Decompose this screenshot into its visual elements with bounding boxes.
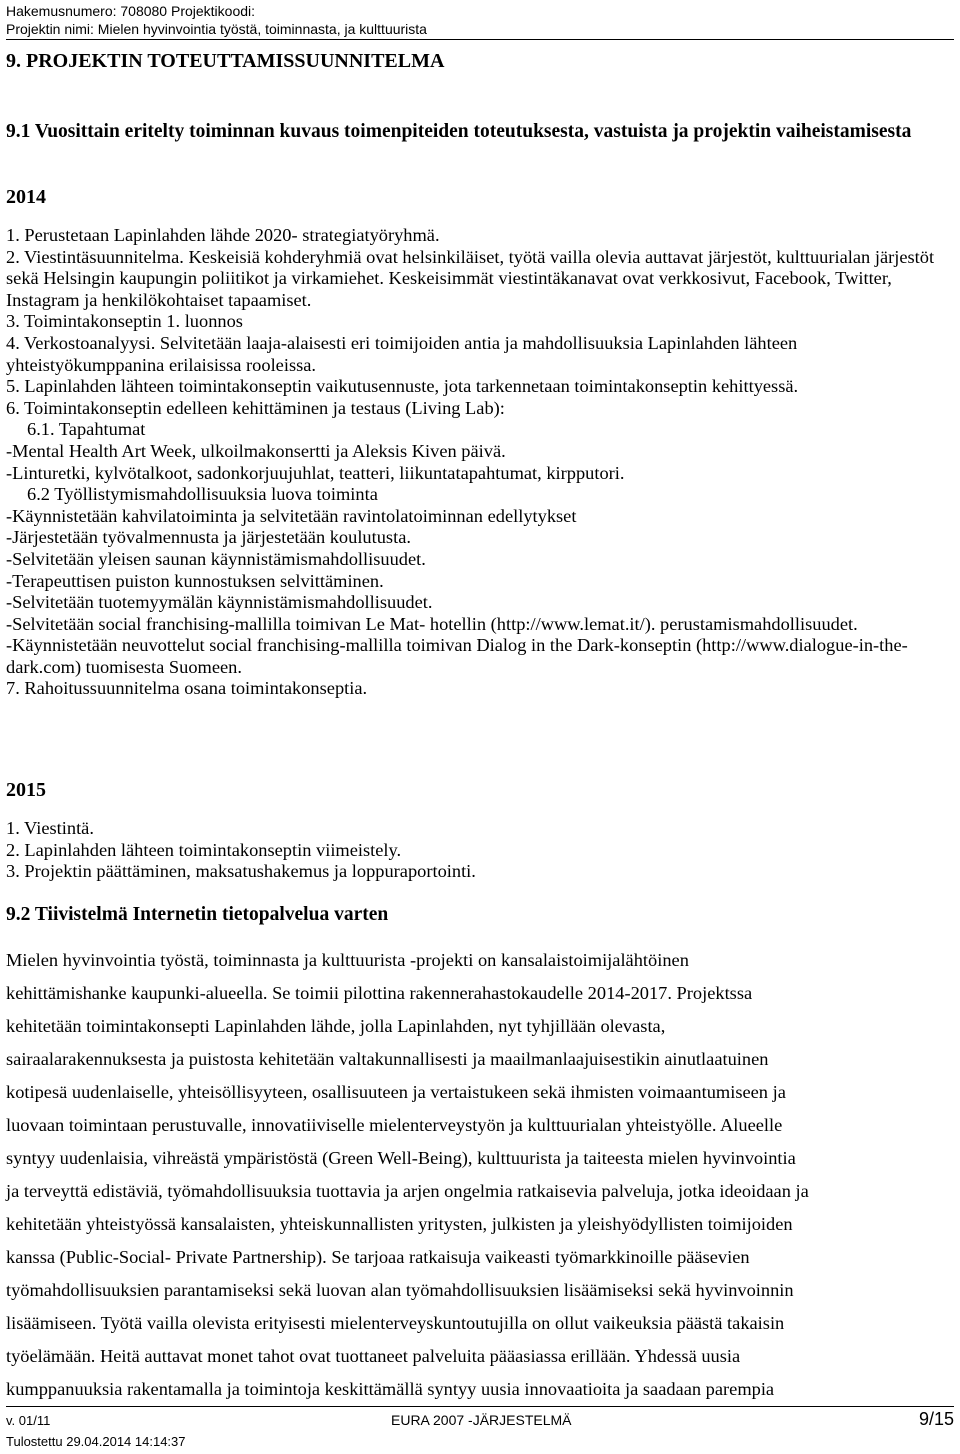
summary-line: työmahdollisuuksien parantamiseksi sekä luovan alan työmahdollisuuksien lisäämiseksi sekä hyvinvoinnin	[6, 1280, 794, 1300]
summary-line: lisäämiseen. Työtä vailla olevista erityisesti mielenterveyskuntoutujilla on ollut vaikeuksia päästä takaisin	[6, 1313, 785, 1333]
list-item: -Käynnistetään kahvilatoiminta ja selvitetään ravintolatoiminnan edellytykset	[6, 505, 577, 526]
list-item: 4. Verkostoanalyysi. Selvitetään laaja-alaisesti eri toimijoiden antia ja mahdollisuuksia Lapinlahden lähteen yhteistyökumppanina erilaisissa rooleissa.	[6, 332, 798, 375]
summary-line: syntyy uudenlaisia, vihreästä ympäristöstä (Green Well-Being), kulttuurista ja taiteesta mielen hyvinvointia	[6, 1148, 796, 1168]
summary-line: luovaan toimintaan perustuvalle, innovatiiviselle mielenterveystyön ja kulttuurialan yhteistyölle. Alueelle	[6, 1115, 783, 1135]
list-item: 2. Lapinlahden lähteen toimintakonseptin viimeistely.	[6, 839, 402, 860]
summary-paragraph	[6, 944, 956, 1406]
list-2014	[6, 225, 954, 700]
page-header	[6, 2, 427, 38]
summary-heading: 9.2 Tiivistelmä Internetin tietopalvelua varten	[6, 904, 389, 925]
list-item: -Käynnistetään neuvottelut social franchising-mallilla toimivan Dialog in the Dark-konseptin (http://www.dialogue-in-the-dark.com) tuomisesta Suomeen.	[6, 635, 908, 677]
page-number: 9/15	[918, 1409, 954, 1429]
list-item: -Selvitetään yleisen saunan käynnistämismahdollisuudet.	[6, 548, 426, 569]
list-item: 5. Lapinlahden lähteen toimintakonseptin vaikutusennuste, jota tarkennetaan toimintakonseptin kehittyessä.	[6, 376, 799, 397]
list-item: 6.1. Tapahtumat	[27, 419, 146, 440]
list-item: 3. Toimintakonseptin 1. luonnos	[6, 311, 243, 332]
application-number: Hakemusnumero: 708080 Projektikoodi:	[6, 3, 256, 19]
list-item: -Terapeuttisen puiston kunnostuksen selvittäminen.	[6, 570, 384, 591]
list-item: -Järjestetään työvalmennusta ja järjestetään koulutusta.	[6, 527, 411, 548]
list-item: 6.2 Työllistymismahdollisuuksia luova toiminta	[27, 484, 378, 505]
summary-line: sairaalarakennuksesta ja puistosta kehitetään valtakunnallisesti ja maailmanlaajuisestikin ainutlaatuinen	[6, 1049, 769, 1069]
list-item: -Mental Health Art Week, ulkoilmakonsertti ja Aleksis Kiven päivä.	[6, 440, 506, 461]
list-item: 6. Toimintakonseptin edelleen kehittäminen ja testaus (Living Lab):	[6, 397, 505, 418]
system-name: EURA 2007 -JÄRJESTELMÄ	[391, 1412, 572, 1428]
header-divider	[6, 39, 954, 40]
year-heading-2015: 2015	[6, 779, 46, 801]
footer-divider	[6, 1406, 954, 1407]
project-name: Projektin nimi: Mielen hyvinvointia työstä, toiminnasta, ja kulttuurista	[6, 21, 427, 37]
list-item: -Linturetki, kylvötalkoot, sadonkorjuujuhlat, teatteri, liikuntatapahtumat, kirpputori.	[6, 462, 625, 483]
list-item: 2. Viestintäsuunnitelma. Keskeisiä kohderyhmiä ovat helsinkiläiset, työtä vailla olevia auttavat järjestöt, kulttuurialan järjestöt sekä Helsingin kaupungin poliitikot ja virkamiehet. Keskeisimmät viestintäkanavat ovat verkkosivut, Facebook, Twitter, Instagram ja henkilökohtaiset tapaamiset.	[6, 246, 935, 310]
list-2015	[6, 818, 476, 883]
summary-line: kumppanuuksia rakentamalla ja toimintoja keskittämällä syntyy uusia innovaatioita ja saadaan parempia	[6, 1379, 775, 1399]
section-heading: 9. PROJEKTIN TOTEUTTAMISSUUNNITELMA	[6, 50, 445, 72]
summary-line: kehitetään toimintakonsepti Lapinlahden lähde, jolla Lapinlahden, nyt tyhjillään olevasta,	[6, 1016, 666, 1036]
summary-line: Mielen hyvinvointia työstä, toiminnasta ja kulttuurista -projekti on kansalaistoimijalähtöinen	[6, 950, 689, 970]
summary-line: kotipesä uudenlaiselle, yhteisöllisyyteen, osallisuuteen ja vertaistukeen sekä ihmisten voimaantumiseen ja	[6, 1082, 786, 1102]
version-label: v. 01/11	[6, 1413, 51, 1428]
year-heading-2014: 2014	[6, 186, 46, 208]
list-item: -Selvitetään social franchising-mallilla toimivan Le Mat- hotellin (http://www.lemat.it/). perustamismahdollisuudet.	[6, 613, 858, 634]
summary-line: työelämään. Heitä auttavat monet tahot ovat tuottaneet palveluita pääasiassa erillään. Yhdessä uusia	[6, 1346, 741, 1366]
subsection-heading: 9.1 Vuosittain eritelty toiminnan kuvaus toimenpiteiden toteutuksesta, vastuista ja projektin vaiheistamisesta	[6, 121, 912, 142]
footer-left	[6, 1410, 186, 1452]
list-item: 3. Projektin päättäminen, maksatushakemus ja loppuraportointi.	[6, 861, 476, 882]
list-item: 1. Viestintä.	[6, 818, 94, 838]
summary-line: kanssa (Public-Social- Private Partnership). Se tarjoaa ratkaisuja vaikeasti työmarkkinoille pääsevien	[6, 1247, 750, 1267]
list-item: 7. Rahoitussuunnitelma osana toimintakonseptia.	[6, 678, 368, 699]
list-item: 1. Perustetaan Lapinlahden lähde 2020- strategiatyöryhmä.	[6, 225, 440, 245]
summary-line: ja terveyttä edistäviä, työmahdollisuuksia tuottavia ja arjen ongelmia ratkaisevia palveluja, jotka ideoidaan ja	[6, 1181, 809, 1201]
summary-line: kehittämishanke kaupunki-alueella. Se toimii pilottina rakennerahastokaudelle 2014-2017. Projektssa	[6, 983, 753, 1003]
printed-timestamp: Tulostettu 29.04.2014 14:14:37	[6, 1434, 186, 1449]
list-item: -Selvitetään tuotemyymälän käynnistämismahdollisuudet.	[6, 592, 433, 613]
summary-line: kehitetään yhteistyössä kansalaisten, yhteiskunnallisten yritysten, julkisten ja yleishyödyllisten toimijoiden	[6, 1214, 793, 1234]
